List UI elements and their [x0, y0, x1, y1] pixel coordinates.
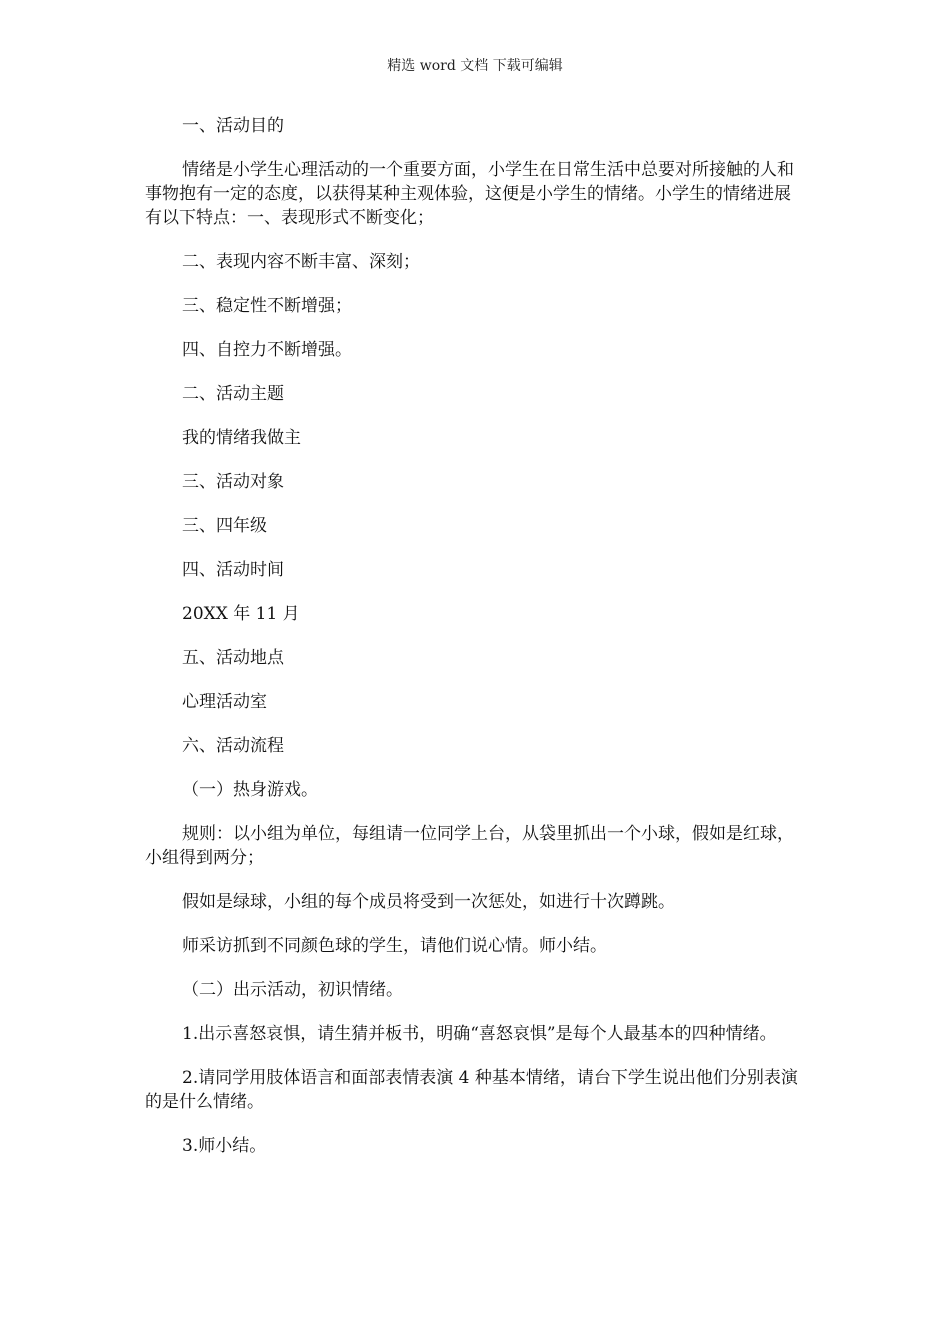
paragraph-step-3: 3.师小结。 [182, 1136, 267, 1156]
document-body [145, 114, 805, 1178]
paragraph-interview: 师采访抓到不同颜色球的学生，请他们说心情。师小结。 [182, 936, 607, 956]
paragraph-point-2: 二、表现内容不断丰富、深刻； [182, 252, 420, 272]
paragraph-step-2: 2.请同学用肢体语言和面部表情表演 4 种基本情绪，请台下学生说出他们分别表演的是什么情绪。 [145, 1068, 798, 1112]
section-heading-process: 六、活动流程 [182, 736, 284, 756]
paragraph-time: 20XX 年 11 月 [182, 604, 300, 624]
section-heading-purpose: 一、活动目的 [182, 116, 284, 136]
section-heading-audience: 三、活动对象 [182, 472, 284, 492]
paragraph-rules: 规则：以小组为单位，每组请一位同学上台，从袋里抓出一个小球，假如是红球，小组得到两分； [145, 824, 794, 868]
paragraph-location: 心理活动室 [182, 692, 267, 712]
subheading-show-activity: （二）出示活动，初识情绪。 [182, 980, 403, 1000]
paragraph-point-4: 四、自控力不断增强。 [182, 340, 352, 360]
section-heading-theme: 二、活动主题 [182, 384, 284, 404]
paragraph-emotion-intro: 情绪是小学生心理活动的一个重要方面，小学生在日常生活中总要对所接触的人和事物抱有一定的态度，以获得某种主观体验，这便是小学生的情绪。小学生的情绪进展有以下特点：一、表现形式不断变化； [145, 160, 794, 228]
paragraph-step-1: 1.出示喜怒哀惧，请生猜并板书，明确“喜怒哀惧”是每个人最基本的四种情绪。 [182, 1024, 777, 1044]
paragraph-audience: 三、四年级 [182, 516, 267, 536]
subheading-warmup: （一）热身游戏。 [182, 780, 318, 800]
paragraph-green-ball: 假如是绿球，小组的每个成员将受到一次惩处，如进行十次蹲跳。 [182, 892, 675, 912]
section-heading-location: 五、活动地点 [182, 648, 284, 668]
paragraph-point-3: 三、稳定性不断增强； [182, 296, 352, 316]
section-heading-time: 四、活动时间 [182, 560, 284, 580]
page-header: 精选 word 文档 下载可编辑 [387, 58, 563, 74]
paragraph-theme: 我的情绪我做主 [182, 428, 301, 448]
